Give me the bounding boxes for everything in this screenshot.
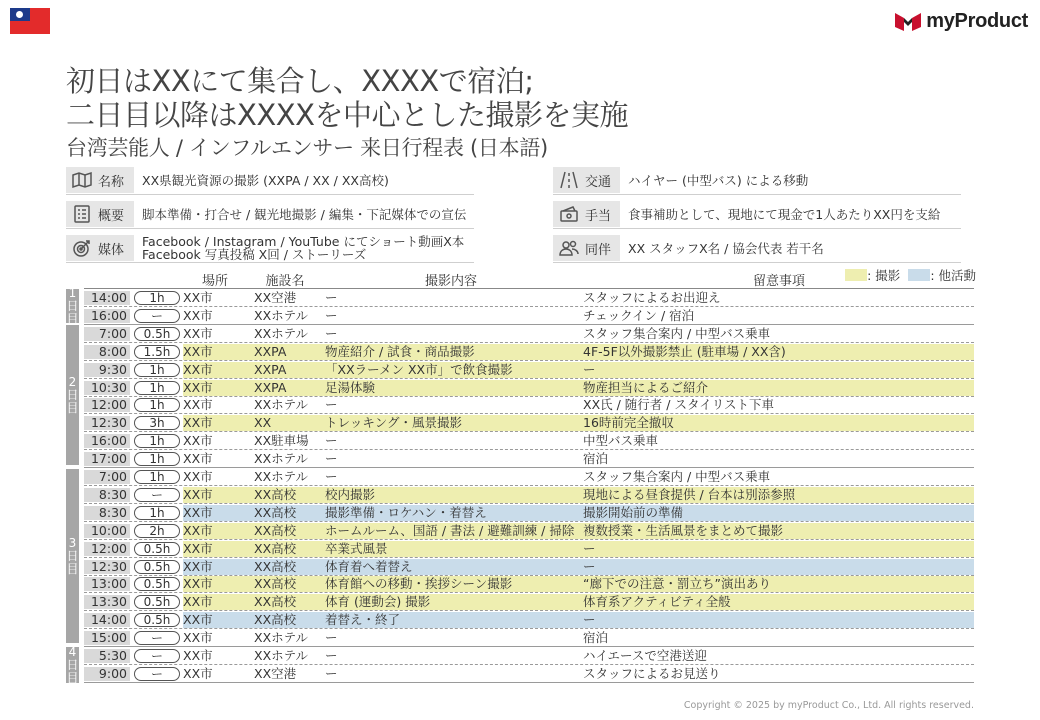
row-content: ー xyxy=(325,325,338,341)
row-duration: ー xyxy=(134,488,180,502)
row-highlight xyxy=(183,666,974,682)
row-time: 7:00 xyxy=(84,470,130,484)
row-facility: XXホテル xyxy=(254,630,309,646)
row-place: XX市 xyxy=(183,451,213,467)
row-note: 体育系アクティビティ全般 xyxy=(583,594,731,610)
row-content: 体育着へ着替え xyxy=(325,558,413,574)
row-content: ー xyxy=(325,665,338,681)
row-duration: 2h xyxy=(134,524,180,538)
row-note: 宿泊 xyxy=(583,451,609,467)
row-note: スタッフ集合案内 / 中型バス乗車 xyxy=(583,469,771,484)
row-duration: 0.5h xyxy=(134,327,180,341)
info-value-line: 食事補助として、現地にて現金で1人あたりXX円を支給 xyxy=(628,206,941,222)
row-duration: 0.5h xyxy=(134,613,180,627)
row-highlight xyxy=(183,344,974,360)
info-value-line: XX県観光資源の撮影 (XXPA / XX / XX高校) xyxy=(142,172,389,188)
schedule-row xyxy=(84,594,974,611)
info-value xyxy=(620,174,808,187)
row-duration: 1h xyxy=(134,363,180,377)
row-duration: 0.5h xyxy=(134,560,180,574)
info-value-line: ハイヤー (中型バス) による移動 xyxy=(628,172,809,188)
row-duration: 1h xyxy=(134,506,180,520)
day-bar xyxy=(66,285,79,326)
schedule-row xyxy=(84,630,974,647)
brand-name: myProduct xyxy=(926,10,1028,32)
row-duration: 1.5h xyxy=(134,345,180,359)
info-label: 交通 xyxy=(585,174,612,190)
row-place: XX市 xyxy=(183,433,213,449)
road-icon xyxy=(559,171,579,189)
row-facility: XXPA xyxy=(254,361,287,377)
row-duration: ー xyxy=(134,667,180,681)
row-note: XX氏 / 随行者 / スタイリスト下車 xyxy=(583,397,774,413)
row-note: 宿泊 xyxy=(583,630,609,646)
row-place: XX市 xyxy=(183,325,213,341)
row-facility: XXホテル xyxy=(254,648,309,663)
row-content: 撮影準備・ロケハン・着替え xyxy=(325,504,487,520)
row-content: ー xyxy=(325,469,338,484)
schedule-row xyxy=(84,487,974,504)
row-facility: XXホテル xyxy=(254,307,309,323)
info-value xyxy=(620,242,824,255)
row-content: 体育館への移動・挨拶シーン撮影 xyxy=(325,576,513,592)
info-row-name xyxy=(66,166,474,195)
info-row-transport xyxy=(553,166,961,195)
row-place: XX市 xyxy=(183,612,213,628)
row-duration: 1h xyxy=(134,434,180,448)
row-content: 校内撮影 xyxy=(325,486,376,502)
day-label-char: 目 xyxy=(66,400,79,415)
info-label-box xyxy=(553,235,620,261)
row-content: 足湯体験 xyxy=(325,379,376,395)
money-icon xyxy=(559,205,579,223)
row-time: 17:00 xyxy=(84,452,130,466)
day-label-char: 2 xyxy=(68,374,77,389)
row-place: XX市 xyxy=(183,415,213,431)
row-note: ー xyxy=(583,558,596,574)
row-content: ー xyxy=(325,433,338,449)
row-time: 14:00 xyxy=(84,613,130,627)
row-facility: XX高校 xyxy=(254,540,297,556)
row-time: 15:00 xyxy=(84,631,130,645)
schedule-row xyxy=(84,469,974,486)
row-time: 9:30 xyxy=(84,363,130,377)
info-label-box xyxy=(553,201,620,227)
info-value xyxy=(134,235,464,261)
row-note: 物産担当によるご紹介 xyxy=(583,379,709,395)
info-label-box xyxy=(66,235,134,261)
row-time: 8:30 xyxy=(84,506,130,520)
row-note: 16時前完全撤収 xyxy=(583,415,674,431)
row-content: 着替え・終了 xyxy=(325,612,401,628)
row-note: ハイエースで空港送迎 xyxy=(583,648,707,663)
row-highlight xyxy=(183,541,974,557)
info-label: 媒体 xyxy=(98,242,125,258)
day-bar xyxy=(66,325,79,465)
page-subtitle: 台湾芸能人 / インフルエンサー 来日行程表 (日本語) xyxy=(66,136,548,160)
schedule-row xyxy=(84,433,974,450)
row-content: 体育 (運動会) 撮影 xyxy=(325,594,431,610)
schedule-row xyxy=(84,541,974,558)
row-duration: ー xyxy=(134,309,180,323)
schedule-row xyxy=(84,344,974,361)
brand-logo xyxy=(895,10,1028,33)
row-time: 12:00 xyxy=(84,398,130,412)
info-value xyxy=(134,174,389,187)
row-time: 12:30 xyxy=(84,560,130,574)
row-place: XX市 xyxy=(183,486,213,502)
column-header-content: 撮影内容 xyxy=(424,274,477,289)
row-content: 卒業式風景 xyxy=(325,540,388,556)
info-row-allowance xyxy=(553,200,961,229)
schedule-row xyxy=(84,362,974,379)
column-header-facility: 施設名 xyxy=(265,274,305,289)
row-time: 9:00 xyxy=(84,667,130,681)
schedule-row xyxy=(84,648,974,665)
row-highlight xyxy=(183,612,974,628)
row-note: スタッフによるお見送り xyxy=(583,665,721,681)
row-facility: XX高校 xyxy=(254,558,297,574)
row-duration: 1h xyxy=(134,291,180,305)
row-highlight xyxy=(183,576,974,592)
row-time: 16:00 xyxy=(84,309,130,323)
row-time: 12:30 xyxy=(84,416,130,430)
day-label-char: 目 xyxy=(66,561,79,576)
header-divider xyxy=(84,288,974,289)
row-facility: XX xyxy=(254,415,272,431)
row-facility: XX高校 xyxy=(254,612,297,628)
row-facility: XXホテル xyxy=(254,451,309,467)
row-duration: 1h xyxy=(134,398,180,412)
info-value-line: 脚本準備・打合せ / 観光地撮影 / 編集・下記媒体での宣伝 xyxy=(142,206,467,222)
row-duration: 3h xyxy=(134,416,180,430)
row-note: スタッフによるお出迎え xyxy=(583,290,721,305)
row-content: トレッキング・風景撮影 xyxy=(325,415,463,431)
schedule-row xyxy=(84,612,974,629)
flag-canton xyxy=(10,8,30,21)
row-highlight xyxy=(183,505,974,521)
day-label-char: 日 xyxy=(66,298,79,313)
row-highlight xyxy=(183,290,974,306)
info-label: 名称 xyxy=(98,174,125,190)
row-facility: XXホテル xyxy=(254,397,309,413)
row-highlight xyxy=(183,594,974,610)
schedule-row xyxy=(84,290,974,307)
info-value xyxy=(134,208,466,221)
row-note: 現地による昼食提供 / 台本は別添参照 xyxy=(583,486,796,502)
info-label: 手当 xyxy=(585,208,612,224)
row-facility: XXPA xyxy=(254,379,287,395)
row-content: ー xyxy=(325,451,338,467)
row-facility: XXPA xyxy=(254,343,287,359)
schedule-row xyxy=(84,326,974,343)
day-label-char: 目 xyxy=(66,670,79,685)
row-place: XX市 xyxy=(183,379,213,395)
row-duration: 1h xyxy=(134,452,180,466)
row-highlight xyxy=(183,487,974,503)
row-content: ー xyxy=(325,630,338,646)
schedule-row xyxy=(84,380,974,397)
row-duration: 0.5h xyxy=(134,542,180,556)
row-time: 12:00 xyxy=(84,542,130,556)
row-note: “廊下での注意・罰立ち”演出あり xyxy=(583,576,771,592)
logo-mark-icon xyxy=(895,13,921,31)
row-note: ー xyxy=(583,612,596,628)
info-label-box xyxy=(66,167,134,193)
schedule-row xyxy=(84,576,974,593)
legend-label-shoot: : 撮影 xyxy=(867,268,901,283)
row-note: スタッフ集合案内 / 中型バス乗車 xyxy=(583,325,771,341)
schedule-row xyxy=(84,451,974,468)
day-label-char: 4 xyxy=(68,644,77,659)
row-content: 物産紹介 / 試食・商品撮影 xyxy=(325,343,475,359)
title-line-1: 初日はXXにて集合し、XXXXで宿泊; xyxy=(66,64,534,98)
info-value-line: Facebook / Instagram / YouTube にてショート動画X本 xyxy=(142,234,465,249)
row-note: 撮影開始前の準備 xyxy=(583,504,684,520)
schedule-row xyxy=(84,666,974,683)
info-row-media xyxy=(66,234,474,263)
info-label-box xyxy=(66,201,134,227)
row-facility: XX高校 xyxy=(254,594,297,610)
row-time: 7:00 xyxy=(84,327,130,341)
row-time: 14:00 xyxy=(84,291,130,305)
day-bar xyxy=(66,644,79,685)
day-label-char: 日 xyxy=(66,387,79,402)
row-place: XX市 xyxy=(183,361,213,377)
day-label-char: 1 xyxy=(68,285,77,300)
row-time: 5:30 xyxy=(84,649,130,663)
legend-label-other: : 他活動 xyxy=(930,268,976,283)
row-facility: XX空港 xyxy=(254,665,297,681)
row-time: 8:30 xyxy=(84,488,130,502)
list-icon xyxy=(72,205,92,223)
row-time: 13:30 xyxy=(84,595,130,609)
row-place: XX市 xyxy=(183,576,213,592)
info-label: 同伴 xyxy=(585,242,612,258)
row-content: ホームルーム、国語 / 書法 / 避難訓練 / 掃除 xyxy=(325,522,575,538)
row-time: 16:00 xyxy=(84,434,130,448)
row-place: XX市 xyxy=(183,558,213,574)
row-note: ー xyxy=(583,540,596,556)
row-time: 10:30 xyxy=(84,381,130,395)
row-facility: XXホテル xyxy=(254,325,309,341)
column-header-place: 場所 xyxy=(201,274,228,289)
copyright: Copyright © 2025 by myProduct Co., Ltd. All rights reserved. xyxy=(683,700,974,711)
day-label-char: 日 xyxy=(66,657,79,672)
flag-sun xyxy=(16,11,23,18)
row-place: XX市 xyxy=(183,469,213,484)
row-facility: XXホテル xyxy=(254,469,309,484)
map-icon xyxy=(72,171,92,189)
taiwan-flag-icon xyxy=(10,8,50,34)
row-facility: XX高校 xyxy=(254,576,297,592)
row-facility: XX空港 xyxy=(254,290,297,305)
row-highlight xyxy=(183,415,974,431)
row-facility: XX駐車場 xyxy=(254,433,309,449)
row-place: XX市 xyxy=(183,397,213,413)
row-duration: ー xyxy=(134,631,180,645)
row-facility: XX高校 xyxy=(254,522,297,538)
row-place: XX市 xyxy=(183,648,213,663)
row-duration: 0.5h xyxy=(134,595,180,609)
row-facility: XX高校 xyxy=(254,486,297,502)
row-place: XX市 xyxy=(183,522,213,538)
row-content: ー xyxy=(325,397,338,413)
row-place: XX市 xyxy=(183,290,213,305)
schedule-row xyxy=(84,505,974,522)
row-content: 「XXラーメン XX市」で飲食撮影 xyxy=(325,361,513,377)
column-header-notes: 留意事項 xyxy=(752,274,805,289)
row-place: XX市 xyxy=(183,307,213,323)
row-place: XX市 xyxy=(183,540,213,556)
row-content: ー xyxy=(325,307,338,323)
row-facility: XX高校 xyxy=(254,504,297,520)
row-time: 8:00 xyxy=(84,345,130,359)
row-note: 4F-5F以外撮影禁止 (駐車場 / XX含) xyxy=(583,343,786,359)
row-highlight xyxy=(183,362,974,378)
row-note: 中型バス乗車 xyxy=(583,433,659,449)
day-label-char: 日 xyxy=(66,548,79,563)
row-note: ー xyxy=(583,361,596,377)
schedule-row xyxy=(84,415,974,432)
info-value xyxy=(620,208,940,221)
row-time: 10:00 xyxy=(84,524,130,538)
row-duration: 1h xyxy=(134,381,180,395)
info-label-box xyxy=(553,167,620,193)
row-place: XX市 xyxy=(183,504,213,520)
row-place: XX市 xyxy=(183,630,213,646)
row-content: ー xyxy=(325,290,338,305)
schedule-row xyxy=(84,523,974,540)
info-label: 概要 xyxy=(98,208,125,224)
title-line-2: 二日目以降はXXXXを中心とした撮影を実施 xyxy=(66,98,628,132)
info-row-companion xyxy=(553,234,961,263)
schedule-row xyxy=(84,559,974,576)
row-note: チェックイン / 宿泊 xyxy=(583,307,695,323)
schedule-row xyxy=(84,397,974,414)
info-row-overview xyxy=(66,200,474,229)
info-value-line: Facebook 写真投稿 X回 / ストーリーズ xyxy=(142,247,367,262)
people-icon xyxy=(559,239,579,257)
day-bar xyxy=(66,469,79,643)
row-note: 複数授業・生活風景をまとめて撮影 xyxy=(583,522,784,538)
row-place: XX市 xyxy=(183,343,213,359)
row-place: XX市 xyxy=(183,594,213,610)
schedule-row xyxy=(84,308,974,325)
row-place: XX市 xyxy=(183,665,213,681)
day-label-char: 3 xyxy=(68,535,77,550)
row-content: ー xyxy=(325,648,338,663)
row-duration: 0.5h xyxy=(134,577,180,591)
row-duration: 1h xyxy=(134,470,180,484)
row-highlight xyxy=(183,380,974,396)
row-duration: ー xyxy=(134,649,180,663)
page-title xyxy=(66,64,628,132)
info-value-line: XX スタッフX名 / 協会代表 若干名 xyxy=(628,240,824,256)
row-highlight xyxy=(183,523,974,539)
day-label-char: 目 xyxy=(66,311,79,326)
row-time: 13:00 xyxy=(84,577,130,591)
target-icon xyxy=(72,239,92,257)
row-highlight xyxy=(183,559,974,575)
